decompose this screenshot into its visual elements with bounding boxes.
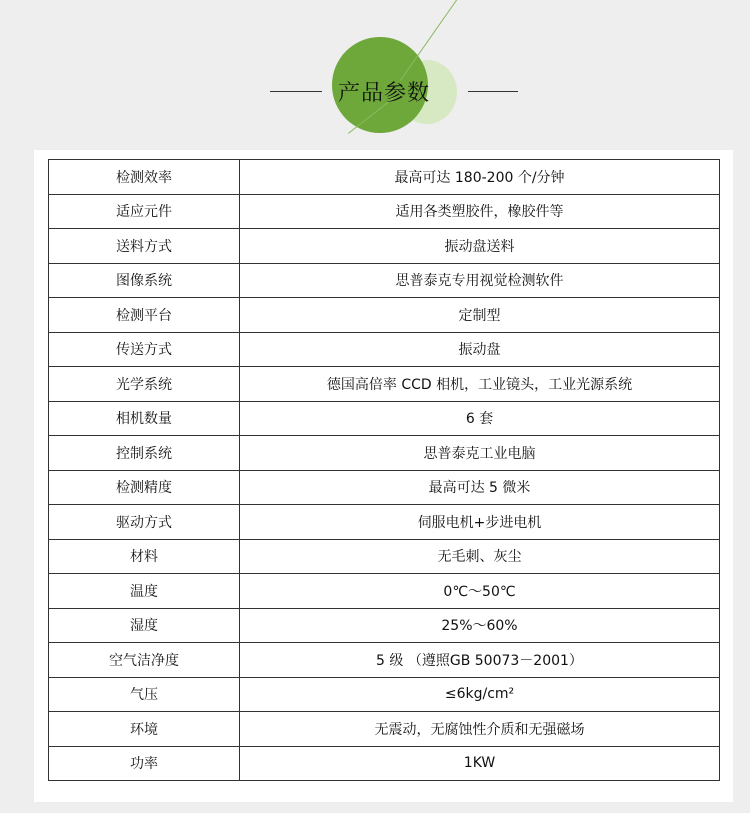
spec-value: 适用各类塑胶件，橡胶件等 <box>240 194 720 229</box>
table-row <box>49 229 720 264</box>
spec-label: 环境 <box>49 712 240 747</box>
spec-value: 伺服电机+步进电机 <box>240 505 720 540</box>
spec-label: 传送方式 <box>49 332 240 367</box>
table-row <box>49 160 720 195</box>
table-row <box>49 436 720 471</box>
spec-label: 气压 <box>49 677 240 712</box>
header-rule-right <box>468 91 518 92</box>
table-row <box>49 470 720 505</box>
spec-value: 0℃～50℃ <box>240 574 720 609</box>
spec-value: 无震动，无腐蚀性介质和无强磁场 <box>240 712 720 747</box>
spec-value: 无毛刺、灰尘 <box>240 539 720 574</box>
table-row <box>49 401 720 436</box>
table-row <box>49 332 720 367</box>
spec-label: 控制系统 <box>49 436 240 471</box>
spec-value: 1KW <box>240 746 720 781</box>
spec-value: 5 级 （遵照GB 50073－2001） <box>240 643 720 678</box>
spec-label: 湿度 <box>49 608 240 643</box>
spec-value: 德国高倍率 CCD 相机，工业镜头，工业光源系统 <box>240 367 720 402</box>
spec-value: 6 套 <box>240 401 720 436</box>
header-rule-left <box>270 91 322 92</box>
table-row <box>49 505 720 540</box>
table-row <box>49 712 720 747</box>
table-row <box>49 746 720 781</box>
spec-label: 空气洁净度 <box>49 643 240 678</box>
spec-label: 检测平台 <box>49 298 240 333</box>
spec-label: 温度 <box>49 574 240 609</box>
table-row <box>49 643 720 678</box>
spec-label: 送料方式 <box>49 229 240 264</box>
table-row <box>49 677 720 712</box>
spec-value: 思普泰克专用视觉检测软件 <box>240 263 720 298</box>
table-row <box>49 539 720 574</box>
spec-label: 材料 <box>49 539 240 574</box>
spec-value: 振动盘送料 <box>240 229 720 264</box>
table-row <box>49 608 720 643</box>
spec-value: 振动盘 <box>240 332 720 367</box>
spec-value: ≤6kg/cm² <box>240 677 720 712</box>
spec-label: 适应元件 <box>49 194 240 229</box>
spec-label: 光学系统 <box>49 367 240 402</box>
table-row <box>49 574 720 609</box>
spec-label: 功率 <box>49 746 240 781</box>
table-row <box>49 367 720 402</box>
spec-label: 图像系统 <box>49 263 240 298</box>
table-row <box>49 194 720 229</box>
spec-label: 检测精度 <box>49 470 240 505</box>
table-row <box>49 263 720 298</box>
section-title: 产品参数 <box>338 81 431 106</box>
spec-value: 定制型 <box>240 298 720 333</box>
spec-label: 驱动方式 <box>49 505 240 540</box>
spec-value: 思普泰克工业电脑 <box>240 436 720 471</box>
table-row <box>49 298 720 333</box>
spec-table <box>48 159 720 781</box>
spec-label: 相机数量 <box>49 401 240 436</box>
spec-value: 25%～60% <box>240 608 720 643</box>
spec-label: 检测效率 <box>49 160 240 195</box>
spec-value: 最高可达 180-200 个/分钟 <box>240 160 720 195</box>
section-header <box>0 0 750 150</box>
spec-value: 最高可达 5 微米 <box>240 470 720 505</box>
